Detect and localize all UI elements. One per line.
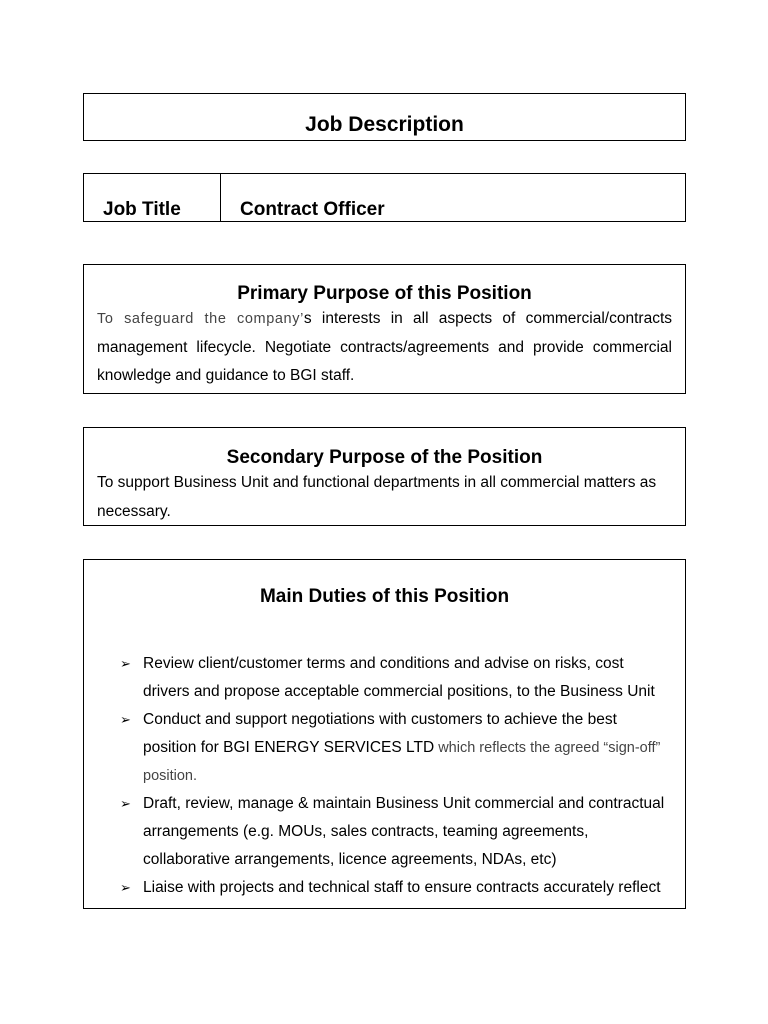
duty-text: Draft, review, manage & maintain Business Unit commercial and contractual arrangements (e.g. MOUs, sales contracts, teaming agreements, collaborative arrangements, licence agreements, NDAs, etc) [143,795,665,868]
primary-purpose-text-lead: To safeguard the company’ [97,311,304,327]
main-duties-heading: Main Duties of this Position [259,586,510,607]
primary-purpose-text-rest: s interests in all aspects of commercial/contracts management lifecycle. Negotiate contracts/agreements and provide commercial knowledge and guidance to BGI staff. [97,310,672,384]
duty-text-light: which reflects the agreed “sign-off” position. [143,740,661,784]
primary-purpose-heading: Primary Purpose of this Position [237,283,532,304]
table-divider [220,174,221,221]
document-title-box [83,93,686,141]
list-item [120,790,672,874]
list-item [120,874,672,902]
secondary-purpose-heading: Secondary Purpose of the Position [226,447,543,468]
job-title-table [83,173,686,222]
job-title-value: Contract Officer [240,199,385,220]
arrow-bullet-icon: ➢ [120,656,131,671]
list-item [120,706,672,790]
main-duties-section [83,559,686,909]
list-item [120,650,672,706]
duty-text: Conduct and support negotiations with customers to achieve the best position for BGI ENERGY SERVICES LTD [143,711,617,756]
duties-list [97,650,672,902]
primary-purpose-text [97,305,672,391]
job-title-label: Job Title [103,199,181,220]
secondary-purpose-text: To support Business Unit and functional departments in all commercial matters as necessary. [97,474,657,520]
duty-text: Liaise with projects and technical staff to ensure contracts accurately reflect [143,879,661,896]
arrow-bullet-icon: ➢ [120,880,131,895]
primary-purpose-section [83,264,686,394]
duty-text: Review client/customer terms and conditions and advise on risks, cost drivers and propose acceptable commercial positions, to the Business Unit [143,655,655,700]
arrow-bullet-icon: ➢ [120,712,131,727]
document-title: Job Description [305,113,464,136]
arrow-bullet-icon: ➢ [120,796,131,811]
secondary-purpose-section [83,427,686,526]
